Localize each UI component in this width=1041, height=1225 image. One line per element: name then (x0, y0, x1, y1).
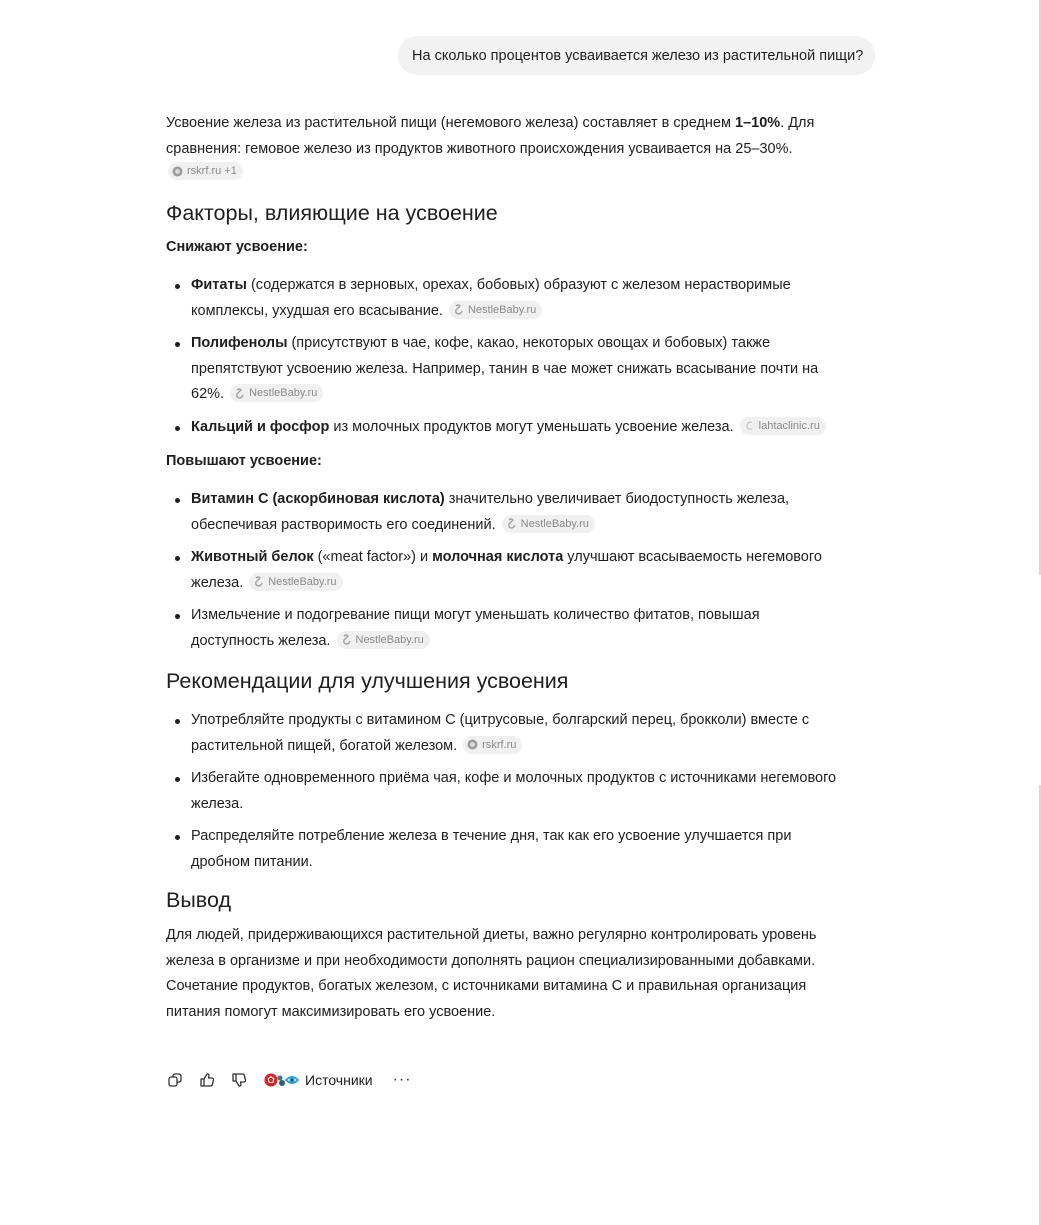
source-chip[interactable] (740, 417, 826, 435)
source-chip-label: NestleBaby.ru (249, 387, 318, 400)
source-chip-label: rskrf.ru +1 (187, 165, 237, 177)
decrease-list (166, 273, 846, 440)
item-bold: Фитаты (191, 277, 247, 293)
source-chip[interactable] (449, 301, 542, 319)
item-text: (содержатся в зерновых, орехах, бобовых) образуют с железом нерастворимые комплексы, ухудшая его всасывание. (191, 277, 791, 319)
sources-label: Источники (305, 1072, 373, 1088)
source-chip-label: NestleBaby.ru (520, 517, 589, 530)
more-options-button[interactable]: ··· (392, 1071, 412, 1088)
list-item (166, 603, 846, 654)
source-chip[interactable] (230, 384, 323, 402)
lahtaclinic-favicon-icon (285, 1073, 299, 1087)
intro-text: Усвоение железа из растительной пищи (негемового железа) составляет в среднем (166, 115, 735, 131)
user-message-bubble (398, 36, 875, 75)
message-actions (164, 1069, 412, 1091)
item-text: Употребляйте продукты с витамином С (цитрусовые, болгарский перец, брокколи) вместе с растительной пищей, богатой железом. (191, 712, 810, 754)
nestlebaby-favicon-icon (341, 634, 352, 645)
nestlebaby-favicon-icon (253, 576, 264, 587)
section-title-conclusion: Вывод (166, 888, 232, 912)
subtitle-decrease: Снижают усвоение: (166, 239, 308, 255)
list-item (166, 545, 846, 596)
item-bold: Витамин С (аскорбиновая кислота) (191, 491, 445, 507)
item-text: из молочных продуктов могут уменьшать усвоение железа. (329, 418, 734, 435)
thumbs-up-icon (199, 1072, 215, 1088)
source-chip[interactable] (249, 573, 342, 591)
item-text: Избегайте одновременного приёма чая, кофе и молочных продуктов с источниками негемового железа. (191, 770, 837, 812)
item-text: Измельчение и подогревание пищи могут уменьшать количество фитатов, повышая доступность железа. (191, 607, 760, 649)
rskrf-favicon-icon (172, 166, 183, 177)
intro-text-after: . Для сравнения: гемовое железо из продуктов животного происхождения усваивается на 25–30%. (166, 115, 815, 157)
source-chip-label: rskrf.ru (482, 738, 517, 751)
conclusion-paragraph: Для людей, придерживающихся растительной диеты, важно регулярно контролировать уровень железа в организме и при необходимости дополнять рацион специализированными добавками. Сочетание продуктов, богатых железом, с источниками витамина С и правильная организация питания помогут максимизировать его усвоение. (166, 927, 817, 1020)
sources-button[interactable] (264, 1072, 373, 1088)
section-title-factors: Факторы, влияющие на усвоение (166, 201, 498, 225)
list-item (166, 824, 846, 875)
list-item (166, 273, 846, 324)
source-chip-label: NestleBaby.ru (355, 633, 424, 646)
source-chip[interactable] (337, 631, 430, 649)
source-chip[interactable] (168, 162, 243, 180)
copy-button[interactable] (164, 1069, 186, 1091)
item-bold: Полифенолы (191, 335, 288, 351)
source-chip[interactable] (502, 515, 595, 533)
intro-bold-value: 1–10% (735, 115, 781, 131)
intro-paragraph (166, 111, 846, 162)
recommendations-list (166, 708, 846, 875)
source-chip-label: NestleBaby.ru (268, 575, 337, 588)
user-question: На сколько процентов усваивается железо из растительной пищи? (412, 47, 864, 64)
list-item (166, 415, 846, 441)
section-title-recommendations: Рекомендации для улучшения усвоения (166, 669, 569, 693)
nestlebaby-favicon-icon (453, 304, 464, 315)
source-chip[interactable] (463, 736, 522, 754)
item-text: значительно увеличивает биодоступность железа, обеспечивая растворимость его соединений. (191, 491, 790, 533)
like-button[interactable] (196, 1069, 218, 1091)
increase-list (166, 487, 846, 654)
item-bold: молочная кислота (432, 549, 564, 565)
list-item (166, 766, 846, 817)
list-item (166, 708, 846, 759)
list-item (166, 487, 846, 538)
rskrf-favicon-icon (467, 739, 478, 750)
dislike-button[interactable] (228, 1069, 250, 1091)
item-text: Распределяйте потребление железа в течение дня, так как его усвоение улучшается при дробном питании. (191, 828, 792, 870)
lahtaclinic-favicon-icon (744, 420, 755, 431)
nestlebaby-favicon-icon (234, 388, 245, 399)
item-text: (присутствуют в чае, кофе, какао, некоторых овощах и бобовых) также препятствуют усвоению железа. Например, танин в чае может снижать всасывание почти на 62%. (191, 335, 819, 402)
source-chip-label: NestleBaby.ru (467, 303, 537, 316)
thumbs-down-icon (231, 1072, 247, 1088)
nestlebaby-favicon-icon (506, 518, 517, 529)
source-favicons (264, 1073, 299, 1087)
list-item (166, 331, 846, 408)
subtitle-increase: Повышают усвоение: (166, 453, 322, 469)
assistant-answer (166, 111, 846, 1025)
item-bold: Животный белок (191, 549, 314, 565)
item-bold: Кальций и фосфор (191, 418, 330, 435)
copy-icon (167, 1072, 183, 1088)
item-text: улучшают всасываемость негемового железа. (191, 549, 822, 591)
source-chip-label: lahtaclinic.ru (758, 419, 820, 432)
item-text: («meat factor») и (313, 549, 433, 565)
